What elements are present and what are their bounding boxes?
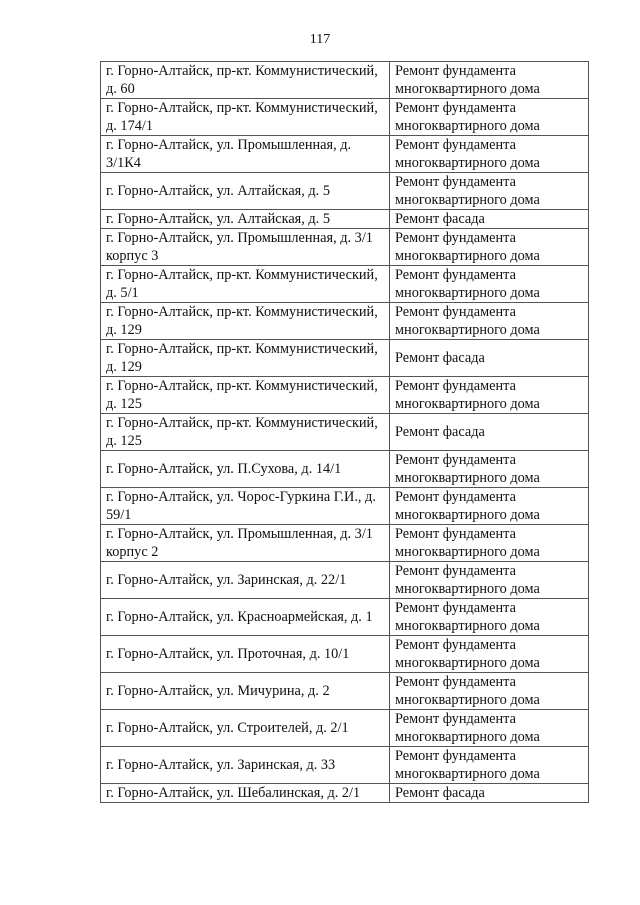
table-row: [101, 136, 589, 173]
work-type-cell: Ремонт фундамента многоквартирного дома: [390, 488, 589, 525]
table-row: [101, 451, 589, 488]
addresses-table: [100, 61, 589, 803]
address-cell: г. Горно-Алтайск, ул. П.Сухова, д. 14/1: [101, 451, 390, 488]
work-type-cell: Ремонт фундамента многоквартирного дома: [390, 747, 589, 784]
table-row: [101, 784, 589, 803]
address-cell: г. Горно-Алтайск, пр-кт. Коммунистический, д. 125: [101, 414, 390, 451]
work-type-cell: Ремонт фундамента многоквартирного дома: [390, 173, 589, 210]
table-row: [101, 636, 589, 673]
work-type-cell: Ремонт фасада: [390, 340, 589, 377]
address-cell: г. Горно-Алтайск, пр-кт. Коммунистический, д. 5/1: [101, 266, 390, 303]
table-row: [101, 340, 589, 377]
table-row: [101, 99, 589, 136]
work-type-cell: Ремонт фасада: [390, 414, 589, 451]
address-cell: г. Горно-Алтайск, пр-кт. Коммунистический, д. 129: [101, 340, 390, 377]
table-row: [101, 303, 589, 340]
work-type-cell: Ремонт фундамента многоквартирного дома: [390, 525, 589, 562]
table-row: [101, 377, 589, 414]
table-row: [101, 562, 589, 599]
table-row: [101, 173, 589, 210]
address-cell: г. Горно-Алтайск, ул. Шебалинская, д. 2/1: [101, 784, 390, 803]
address-cell: г. Горно-Алтайск, ул. Заринская, д. 22/1: [101, 562, 390, 599]
work-type-cell: Ремонт фундамента многоквартирного дома: [390, 710, 589, 747]
address-cell: г. Горно-Алтайск, ул. Алтайская, д. 5: [101, 173, 390, 210]
address-cell: г. Горно-Алтайск, ул. Чорос-Гуркина Г.И., д. 59/1: [101, 488, 390, 525]
table-row: [101, 673, 589, 710]
work-type-cell: Ремонт фундамента многоквартирного дома: [390, 451, 589, 488]
page-number: 117: [309, 32, 331, 47]
address-cell: г. Горно-Алтайск, пр-кт. Коммунистический, д. 129: [101, 303, 390, 340]
work-type-cell: Ремонт фундамента многоквартирного дома: [390, 303, 589, 340]
work-type-cell: Ремонт фундамента многоквартирного дома: [390, 673, 589, 710]
table-row: [101, 710, 589, 747]
address-cell: г. Горно-Алтайск, пр-кт. Коммунистический, д. 125: [101, 377, 390, 414]
work-type-cell: Ремонт фундамента многоквартирного дома: [390, 266, 589, 303]
table-row: [101, 62, 589, 99]
address-cell: г. Горно-Алтайск, ул. Заринская, д. 33: [101, 747, 390, 784]
work-type-cell: Ремонт фундамента многоквартирного дома: [390, 136, 589, 173]
work-type-cell: Ремонт фундамента многоквартирного дома: [390, 62, 589, 99]
table-row: [101, 599, 589, 636]
address-cell: г. Горно-Алтайск, ул. Промышленная, д. 3/1 корпус 3: [101, 229, 390, 266]
table-row: [101, 210, 589, 229]
work-type-cell: Ремонт фундамента многоквартирного дома: [390, 229, 589, 266]
work-type-cell: Ремонт фундамента многоквартирного дома: [390, 636, 589, 673]
work-type-cell: Ремонт фасада: [390, 210, 589, 229]
address-cell: г. Горно-Алтайск, ул. Мичурина, д. 2: [101, 673, 390, 710]
address-cell: г. Горно-Алтайск, пр-кт. Коммунистический, д. 174/1: [101, 99, 390, 136]
address-cell: г. Горно-Алтайск, ул. Красноармейская, д. 1: [101, 599, 390, 636]
address-cell: г. Горно-Алтайск, ул. Строителей, д. 2/1: [101, 710, 390, 747]
table-row: [101, 266, 589, 303]
address-cell: г. Горно-Алтайск, ул. Промышленная, д. 3/1 корпус 2: [101, 525, 390, 562]
table-row: [101, 525, 589, 562]
table-row: [101, 229, 589, 266]
work-type-cell: Ремонт фасада: [390, 784, 589, 803]
address-cell: г. Горно-Алтайск, пр-кт. Коммунистический, д. 60: [101, 62, 390, 99]
table-row: [101, 414, 589, 451]
address-cell: г. Горно-Алтайск, ул. Алтайская, д. 5: [101, 210, 390, 229]
work-type-cell: Ремонт фундамента многоквартирного дома: [390, 377, 589, 414]
address-cell: г. Горно-Алтайск, ул. Проточная, д. 10/1: [101, 636, 390, 673]
work-type-cell: Ремонт фундамента многоквартирного дома: [390, 599, 589, 636]
work-type-cell: Ремонт фундамента многоквартирного дома: [390, 562, 589, 599]
work-type-cell: Ремонт фундамента многоквартирного дома: [390, 99, 589, 136]
table-row: [101, 488, 589, 525]
table-row: [101, 747, 589, 784]
address-cell: г. Горно-Алтайск, ул. Промышленная, д. 3/1К4: [101, 136, 390, 173]
